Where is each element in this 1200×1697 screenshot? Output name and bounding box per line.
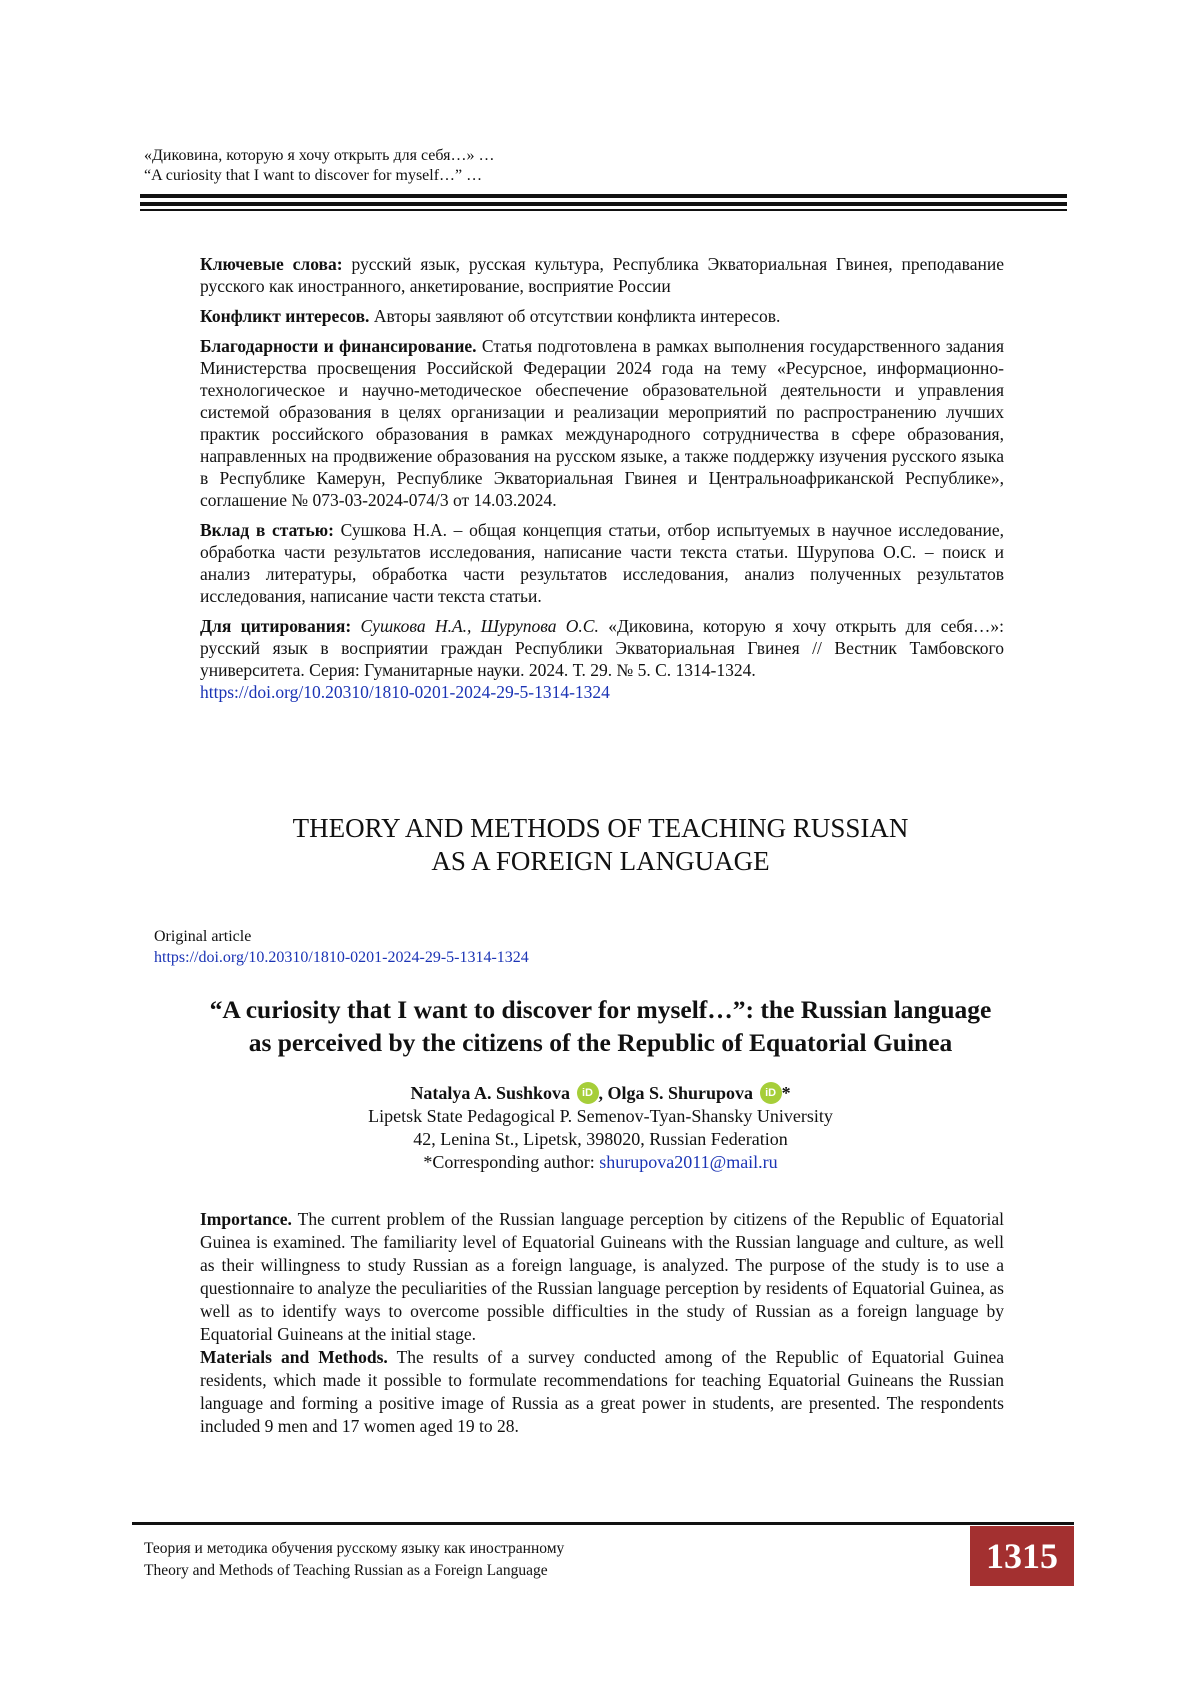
contribution bbox=[200, 519, 1004, 607]
article-type: Original article bbox=[154, 926, 251, 947]
author-block bbox=[140, 1082, 1061, 1174]
abstract-methods bbox=[200, 1346, 1004, 1438]
methods-label: Materials and Methods. bbox=[200, 1347, 388, 1367]
funding-label: Благодарности и финансирование. bbox=[200, 336, 477, 356]
address: 42, Lenina St., Lipetsk, 398020, Russian Federation bbox=[140, 1128, 1061, 1151]
running-footer-en: Theory and Methods of Teaching Russian as a Foreign Language bbox=[144, 1560, 564, 1582]
article-title-line-2: as perceived by the citizens of the Republic of Equatorial Guinea bbox=[140, 1026, 1061, 1059]
article-title bbox=[140, 993, 1061, 1059]
abstract bbox=[200, 1208, 1004, 1438]
running-header bbox=[144, 146, 494, 186]
author-names bbox=[140, 1082, 1061, 1105]
section-title bbox=[140, 812, 1061, 878]
funding-text: Статья подготовлена в рамках выполнения государственного задания Министерства просвещения Российской Федерации 2024 года на тему «Ресурсное, информационно-технологическое и научно-методическое обеспечение образовательной деятельности и управления системой образования в целях организации и реализации мероприятий по распространению лучших практик российского образования в рамках международного сотрудничества в сфере образования, направленных на продвижение образования на русском языке, а также поддержку изучения русского языка в Республике Камерун, Республике Экваториальная Гвинея и Центральноафриканской Республике», соглашение № 073-03-2024-074/3 от 14.03.2024. bbox=[200, 336, 1004, 510]
author-2: Olga S. Shurupova bbox=[608, 1083, 754, 1103]
running-header-en: “A curiosity that I want to discover for myself…” … bbox=[144, 166, 494, 186]
keywords-text: русский язык, русская культура, Республика Экваториальная Гвинея, преподавание русского как иностранного, анкетирование, восприятие России bbox=[200, 254, 1004, 296]
header-rule-thin bbox=[140, 209, 1067, 211]
header-rule-thick-1 bbox=[140, 194, 1067, 198]
importance-label: Importance. bbox=[200, 1209, 292, 1229]
header-rule-thick-2 bbox=[140, 202, 1067, 206]
citation bbox=[200, 615, 1004, 703]
affiliation: Lipetsk State Pedagogical P. Semenov-Tyan-Shansky University bbox=[140, 1105, 1061, 1128]
running-footer bbox=[144, 1538, 564, 1582]
citation-doi-link[interactable]: https://doi.org/10.20310/1810-0201-2024-29-5-1314-1324 bbox=[200, 682, 610, 702]
header-rule bbox=[140, 194, 1067, 211]
footer-rule bbox=[132, 1522, 1074, 1525]
article-doi-link[interactable]: https://doi.org/10.20310/1810-0201-2024-29-5-1314-1324 bbox=[154, 947, 529, 968]
abstract-importance bbox=[200, 1208, 1004, 1346]
corresponding-label: *Corresponding author: bbox=[423, 1152, 594, 1172]
running-footer-ru: Теория и методика обучения русскому языку как иностранному bbox=[144, 1538, 564, 1560]
orcid-icon[interactable]: iD bbox=[577, 1082, 599, 1104]
conflict-label: Конфликт интересов. bbox=[200, 306, 369, 326]
article-title-line-1: “A curiosity that I want to discover for myself…”: the Russian language bbox=[140, 993, 1061, 1026]
running-header-ru: «Диковина, которую я хочу открыть для себя…» … bbox=[144, 146, 494, 166]
corresponding-email[interactable]: shurupova2011@mail.ru bbox=[599, 1152, 777, 1172]
keywords bbox=[200, 253, 1004, 297]
article-meta bbox=[200, 253, 1004, 711]
contribution-label: Вклад в статью: bbox=[200, 520, 334, 540]
citation-text: «Диковина, которую я хочу открыть для себя…»: русский язык в восприятии граждан Республики Экваториальная Гвинея // Вестник Тамбовского университета. Серия: Гуманитарные науки. 2024. Т. 29. № 5. С. 1314-1324. bbox=[200, 616, 1004, 680]
page-number: 1315 bbox=[970, 1526, 1074, 1586]
corresponding-mark: * bbox=[782, 1083, 791, 1103]
methods-text: The results of a survey conducted among of the Republic of Equatorial Guinea residents, which made it possible to formulate recommendations for teaching Equatorial Guineans the Russian language and forming a positive image of Russia as a great power in students, are presented. The respondents included 9 men and 17 women aged 19 to 28. bbox=[200, 1347, 1004, 1436]
funding bbox=[200, 335, 1004, 511]
keywords-label: Ключевые слова: bbox=[200, 254, 343, 274]
citation-label: Для цитирования: bbox=[200, 616, 351, 636]
contribution-text: Сушкова Н.А. – общая концепция статьи, отбор испытуемых в научное исследование, обработка части результатов исследования, написание части текста статьи. Шурупова О.С. – поиск и анализ литературы, обработка части результатов исследования, анализ полученных результатов исследования, написание части текста статьи. bbox=[200, 520, 1004, 606]
section-title-line-1: THEORY AND METHODS OF TEACHING RUSSIAN bbox=[140, 812, 1061, 845]
citation-authors: Сушкова Н.А., Шурупова О.С. bbox=[361, 616, 599, 636]
conflict-of-interest bbox=[200, 305, 1004, 327]
author-separator: , bbox=[599, 1083, 604, 1103]
conflict-text: Авторы заявляют об отсутствии конфликта интересов. bbox=[374, 306, 781, 326]
author-1: Natalya A. Sushkova bbox=[410, 1083, 570, 1103]
orcid-icon[interactable]: iD bbox=[760, 1082, 782, 1104]
corresponding-author bbox=[140, 1151, 1061, 1174]
importance-text: The current problem of the Russian language perception by citizens of the Republic of Equatorial Guinea is examined. The familiarity level of Equatorial Guineans with the Russian language and culture, as well as their willingness to study Russian as a foreign language, is analyzed. The purpose of the study is to use a questionnaire to analyze the peculiarities of the Russian language perception by residents of Equatorial Guinea, as well as to identify ways to overcome possible difficulties in the study of Russian as a foreign language by Equatorial Guineans at the initial stage. bbox=[200, 1209, 1004, 1344]
section-title-line-2: AS A FOREIGN LANGUAGE bbox=[140, 845, 1061, 878]
